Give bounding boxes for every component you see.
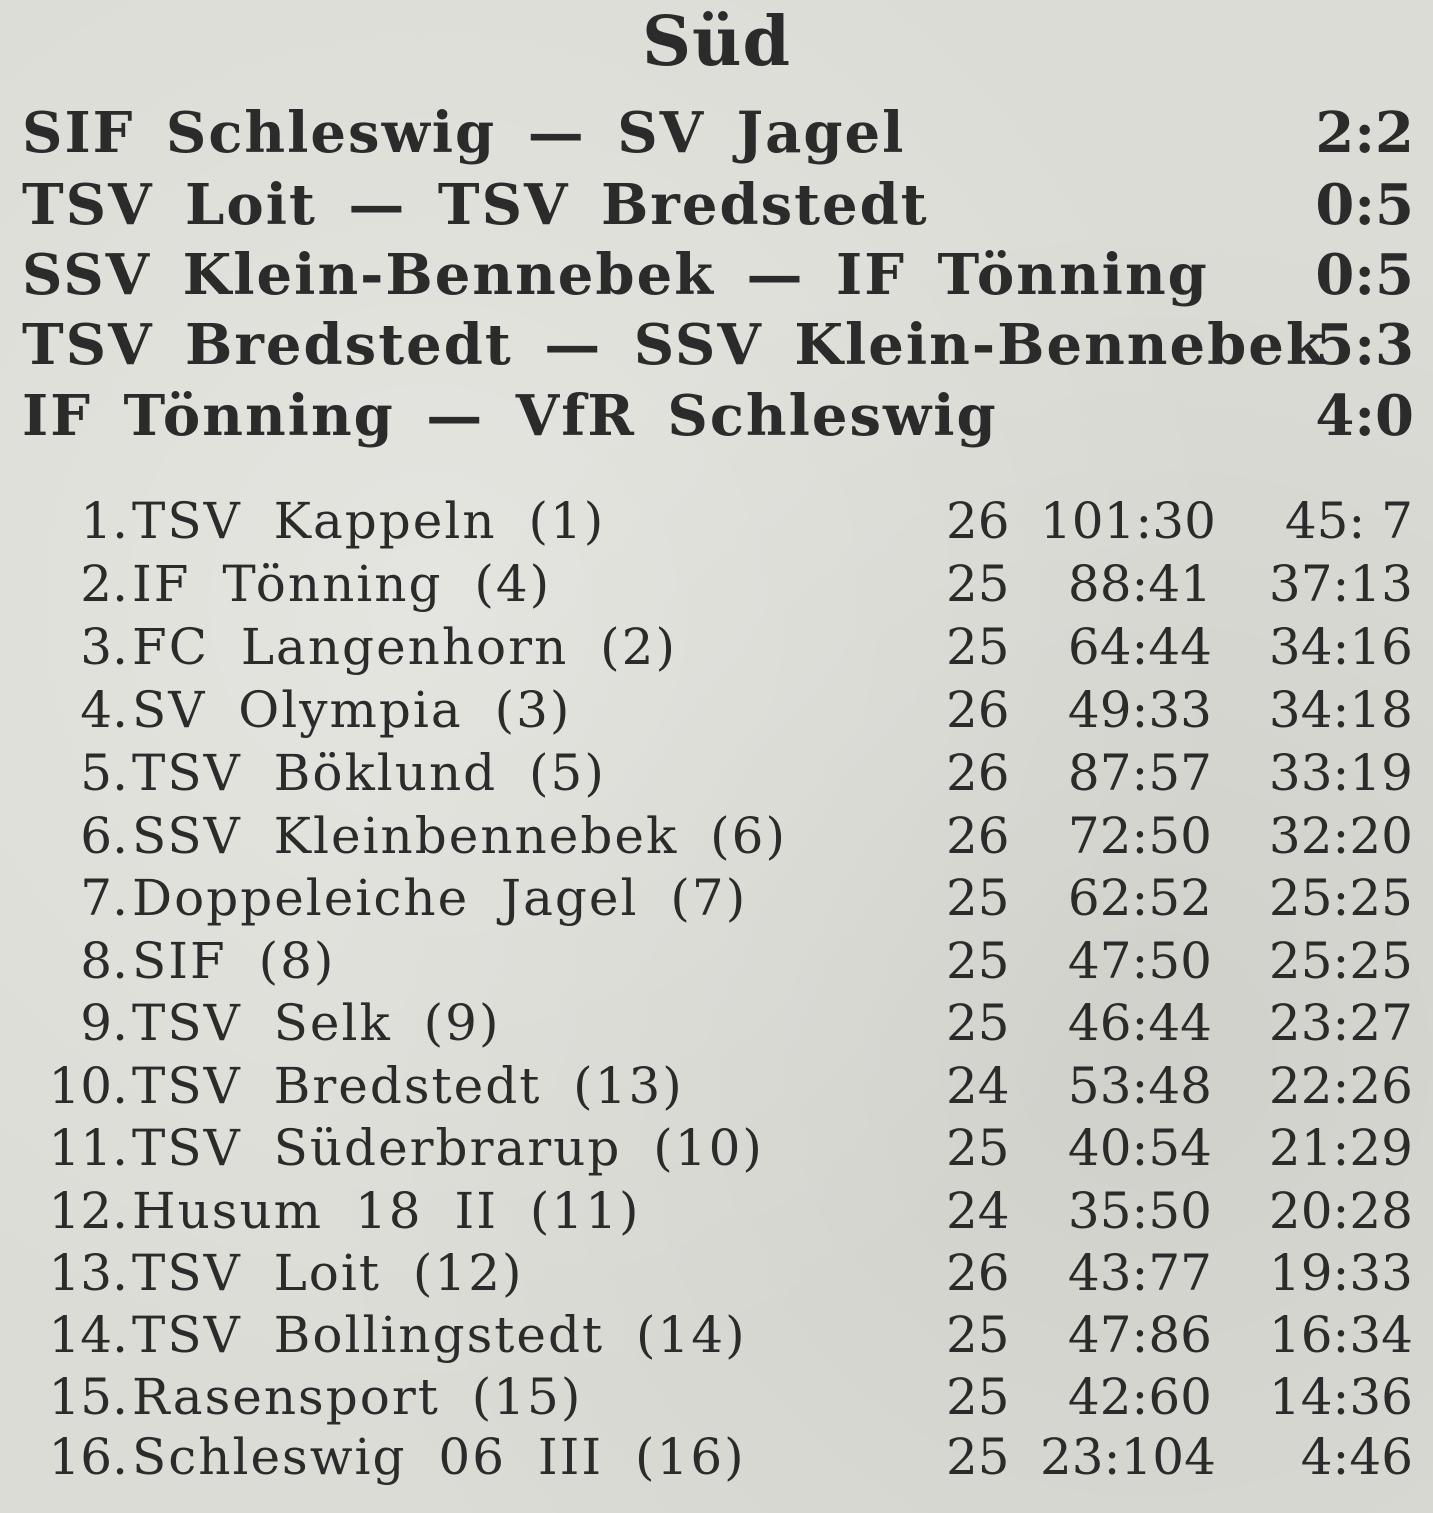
team-name: Rasensport (15) [132,1368,583,1426]
match-pairing: SIF Schleswig — SV Jagel [22,100,906,166]
points-ratio: 16:34 [1268,1306,1413,1364]
rank: 13. [48,1244,128,1302]
games-played: 25 [946,869,1010,927]
points-ratio: 21:29 [1268,1119,1413,1177]
games-played: 25 [946,1306,1010,1364]
team-name: TSV Süderbrarup (10) [132,1119,764,1177]
points-ratio: 34:18 [1268,681,1413,739]
goal-ratio: 35:50 [1067,1182,1212,1240]
team-name: SSV Kleinbennebek (6) [132,807,787,865]
match-pairing: SSV Klein-Bennebek — IF Tönning [22,242,1209,308]
rank: 14. [48,1306,128,1364]
points-ratio: 22:26 [1268,1057,1413,1115]
match-pairing: TSV Loit — TSV Bredstedt [22,172,929,238]
games-played: 25 [946,555,1010,613]
goal-ratio: 88:41 [1067,555,1212,613]
games-played: 26 [946,492,1010,550]
games-played: 25 [946,618,1010,676]
team-name: SV Olympia (3) [132,681,572,739]
goal-ratio: 23:104 [1040,1428,1216,1486]
team-name: SIF (8) [132,932,336,990]
rank: 12. [48,1182,128,1240]
games-played: 26 [946,681,1010,739]
rank: 4. [80,681,128,739]
team-name: Schleswig 06 III (16) [132,1428,746,1486]
standings-row [0,1180,1433,1242]
standings-row [0,1426,1433,1488]
points-ratio: 34:16 [1268,618,1413,676]
rank: 2. [80,555,128,613]
match-result-row [22,170,1414,240]
team-name: TSV Böklund (5) [132,744,606,802]
rank: 8. [80,932,128,990]
match-score: 4:0 [1315,383,1414,449]
games-played: 24 [946,1182,1010,1240]
standings-row [0,930,1433,992]
goal-ratio: 53:48 [1067,1057,1212,1115]
rank: 16. [48,1428,128,1486]
rank: 7. [80,869,128,927]
team-name: IF Tönning (4) [132,555,552,613]
team-name: TSV Selk (9) [132,994,501,1052]
goal-ratio: 43:77 [1067,1244,1212,1302]
section-heading: Süd [641,2,792,82]
team-name: Husum 18 II (11) [132,1182,641,1240]
rank: 11. [48,1119,128,1177]
rank: 1. [80,492,128,550]
standings-row [0,679,1433,741]
games-played: 25 [946,932,1010,990]
games-played: 26 [946,744,1010,802]
standings-row [0,1117,1433,1179]
games-played: 25 [946,994,1010,1052]
team-name: TSV Loit (12) [132,1244,524,1302]
rank: 5. [80,744,128,802]
points-ratio: 25:25 [1268,869,1413,927]
rank: 15. [48,1368,128,1426]
standings-row [0,1242,1433,1304]
match-pairing: IF Tönning — VfR Schleswig [22,383,998,449]
standings-row [0,992,1433,1054]
points-ratio: 19:33 [1268,1244,1413,1302]
games-played: 26 [946,1244,1010,1302]
games-played: 25 [946,1428,1010,1486]
standings-row [0,616,1433,678]
points-ratio: 14:36 [1268,1368,1413,1426]
match-score: 5:3 [1315,312,1414,378]
standings-row [0,742,1433,804]
rank: 3. [80,618,128,676]
match-score: 0:5 [1315,172,1414,238]
match-result-row [22,310,1414,380]
team-name: TSV Bredstedt (13) [132,1057,684,1115]
points-ratio: 25:25 [1268,932,1413,990]
rank: 6. [80,807,128,865]
goal-ratio: 87:57 [1067,744,1212,802]
standings-row [0,805,1433,867]
goal-ratio: 47:86 [1067,1306,1212,1364]
games-played: 25 [946,1119,1010,1177]
match-pairing: TSV Bredstedt — SSV Klein-Bennebek [22,312,1327,378]
points-ratio: 37:13 [1268,555,1413,613]
goal-ratio: 40:54 [1067,1119,1212,1177]
games-played: 25 [946,1368,1010,1426]
standings-row [0,1055,1433,1117]
goal-ratio: 47:50 [1067,932,1212,990]
points-ratio: 45: 7 [1284,492,1413,550]
goal-ratio: 72:50 [1067,807,1212,865]
match-result-row [22,98,1414,168]
match-score: 0:5 [1315,242,1414,308]
team-name: FC Langenhorn (2) [132,618,677,676]
goal-ratio: 101:30 [1040,492,1216,550]
team-name: Doppeleiche Jagel (7) [132,869,748,927]
match-result-row [22,240,1414,310]
goal-ratio: 64:44 [1067,618,1212,676]
standings-row [0,490,1433,552]
team-name: TSV Bollingstedt (14) [132,1306,747,1364]
match-score: 2:2 [1315,100,1414,166]
goal-ratio: 49:33 [1067,681,1212,739]
rank: 9. [80,994,128,1052]
standings-row [0,1304,1433,1366]
team-name: TSV Kappeln (1) [132,492,606,550]
rank: 10. [48,1057,128,1115]
goal-ratio: 62:52 [1067,869,1212,927]
games-played: 26 [946,807,1010,865]
standings-row [0,1366,1433,1428]
points-ratio: 32:20 [1268,807,1413,865]
match-result-row [22,381,1414,451]
points-ratio: 4:46 [1300,1428,1413,1486]
points-ratio: 20:28 [1268,1182,1413,1240]
games-played: 24 [946,1057,1010,1115]
goal-ratio: 42:60 [1067,1368,1212,1426]
standings-row [0,553,1433,615]
points-ratio: 33:19 [1268,744,1413,802]
standings-row [0,867,1433,929]
points-ratio: 23:27 [1268,994,1413,1052]
goal-ratio: 46:44 [1067,994,1212,1052]
